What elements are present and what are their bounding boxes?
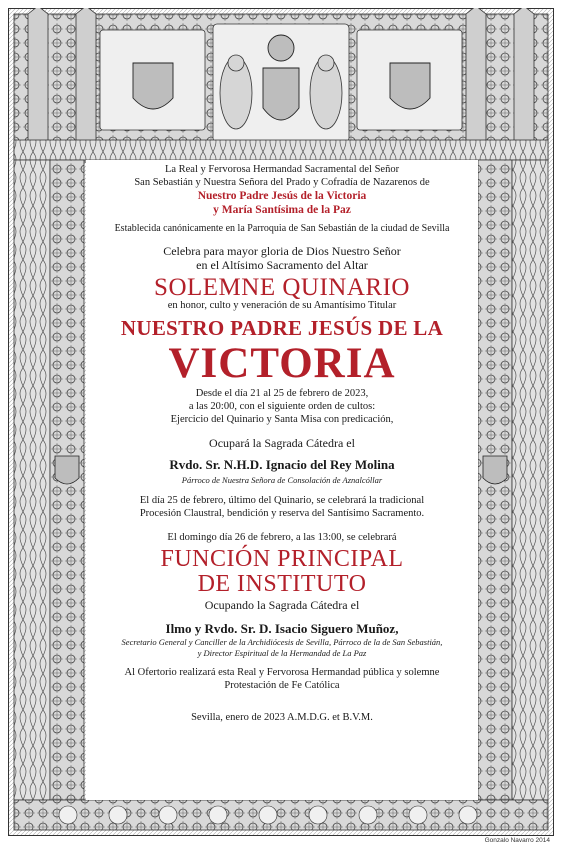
celebra-line-2: en el Altísimo Sacramento del Altar [196,258,368,272]
procession-line-2: Procesión Claustral, bendición y reserva del Santísimo Sacramento. [139,508,425,519]
schedule-line-1: Desde el día 21 al 25 de febrero de 2023, [195,388,369,399]
funcion-intro: El domingo día 26 de febrero, a las 13:00, se celebrará [167,532,397,543]
funcion-occupying: Ocupando la Sagrada Cátedra el [204,598,360,612]
preacher2-role-2: y Director Espiritual de la Hermandad de La Paz [197,648,367,658]
preacher1-role: Párroco de Nuestra Señora de Consolación de Aznalcóllar [181,475,383,485]
funcion-title-2: DE INSTITUTO [197,571,367,597]
quinario-subtitle: en honor, culto y veneración de su Amantísimo Titular [167,300,397,311]
ofertorio-line-2: Protestación de Fe Católica [224,680,340,691]
schedule-line-2: a las 20:00, con el siguiente orden de cultos: [188,401,376,412]
preacher1-intro: Ocupará la Sagrada Cátedra el [209,436,355,450]
schedule-line-3: Ejercicio del Quinario y Santa Misa con predicación, [170,414,394,425]
footer-date: Sevilla, enero de 2023 A.M.D.G. et B.V.M. [191,712,373,723]
header-line-1: La Real y Fervorosa Hermandad Sacramental del Señor [164,164,400,175]
ofertorio-line-1: Al Ofertorio realizará esta Real y Fervorosa Hermandad pública y solemne [124,667,440,678]
header-line-3: Establecida canónicamente en la Parroquia de San Sebastián de la ciudad de Sevilla [114,223,450,234]
procession-line-1: El día 25 de febrero, último del Quinario, se celebrará la tradicional [139,495,425,506]
preacher2-role-1: Secretario General y Canciller de la Archidiócesis de Sevilla, Párroco de la de San Sebastián, [121,637,443,647]
brotherhood-title-1: Nuestro Padre Jesús de la Victoria [197,190,367,202]
preacher1-name: Rvdo. Sr. N.H.D. Ignacio del Rey Molina [169,457,395,472]
quinario-title: SOLEMNE QUINARIO [154,274,410,301]
celebra-line-1: Celebra para mayor gloria de Dios Nuestro Señor [163,244,401,258]
funcion-title-1: FUNCIÓN PRINCIPAL [160,546,404,572]
titular-name-line-2: VICTORIA [168,340,396,387]
artist-credit: Gonzalo Navarro 2014 [484,837,550,844]
preacher2-name: Ilmo y Rvdo. Sr. D. Isacio Siguero Muñoz, [165,621,399,636]
titular-name-line-1: NUESTRO PADRE JESÚS DE LA [120,316,444,340]
brotherhood-title-2: y María Santísima de la Paz [213,204,351,216]
header-line-2: San Sebastián y Nuestra Señora del Prado y Cofradía de Nazarenos de [134,177,430,188]
notice-content [86,163,478,724]
